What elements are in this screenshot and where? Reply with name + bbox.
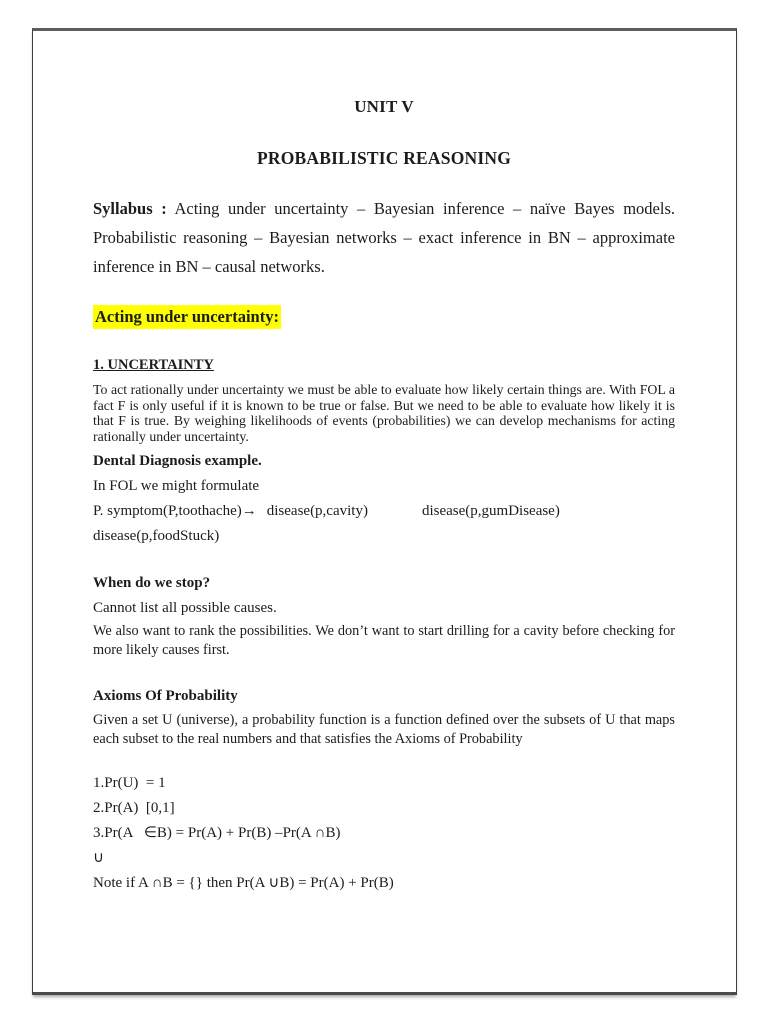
axiom-item-1: 1.Pr(U) = 1	[93, 775, 166, 792]
uncertainty-heading: 1. UNCERTAINTY	[93, 357, 214, 373]
rank-paragraph: We also want to rank the possibilities. We don’t want to start drilling for a cavity before checking for more likely causes first.	[93, 623, 675, 659]
syllabus-label: Syllabus :	[93, 199, 167, 218]
axiom-union-symbol: ∪	[93, 850, 104, 867]
axiom-item-2: 2.Pr(A) [0,1]	[93, 800, 175, 817]
formula-food: disease(p,foodStuck)	[93, 528, 220, 545]
formula-line-2	[93, 527, 675, 545]
formula-gum: disease(p,gumDisease)	[421, 503, 560, 520]
formula-line-1	[93, 502, 675, 520]
stop-line: Cannot list all possible causes.	[93, 600, 277, 617]
syllabus-paragraph	[93, 194, 675, 281]
formula-head: P. symptom(P,toothache)→	[93, 503, 257, 520]
axiom-item-3: 3.Pr(A ∈B) = Pr(A) + Pr(B) –Pr(A ∩B)	[93, 825, 341, 842]
highlight-heading: Acting under uncertainty:	[93, 305, 281, 329]
main-title: PROBABILISTIC REASONING	[256, 148, 512, 168]
unit-title: UNIT V	[354, 97, 414, 116]
axioms-intro: Given a set U (universe), a probability function is a function defined over the subsets of U that maps each subset to the real numbers and that satisfies the Axioms of Probability	[93, 712, 675, 748]
stop-heading: When do we stop?	[93, 575, 211, 592]
axiom-note: Note if A ∩B = {} then Pr(A ∪B) = Pr(A) + Pr(B)	[93, 875, 394, 892]
uncertainty-intro: To act rationally under uncertainty we must be able to evaluate how likely certain things are. With FOL a fact F is only useful if it is known to be true or false. But we need to be able to evaluate how likely it is that F is true. By weighing likelihoods of events (probabilities) we can develop mechanisms for acting rationally under uncertainty.	[93, 382, 675, 444]
fol-line: In FOL we might formulate	[93, 478, 260, 495]
document-page	[32, 28, 737, 995]
syllabus-text: Acting under uncertainty – Bayesian inference – naïve Bayes models. Probabilistic reasoning – Bayesian networks – exact inference in BN – approximate inference in BN – causal networks.	[93, 199, 675, 276]
formula-cavity: disease(p,cavity)	[266, 503, 368, 520]
axioms-heading: Axioms Of Probability	[93, 688, 238, 705]
dental-diagnosis-heading: Dental Diagnosis example.	[93, 453, 262, 470]
highlight-heading-row	[93, 305, 675, 329]
